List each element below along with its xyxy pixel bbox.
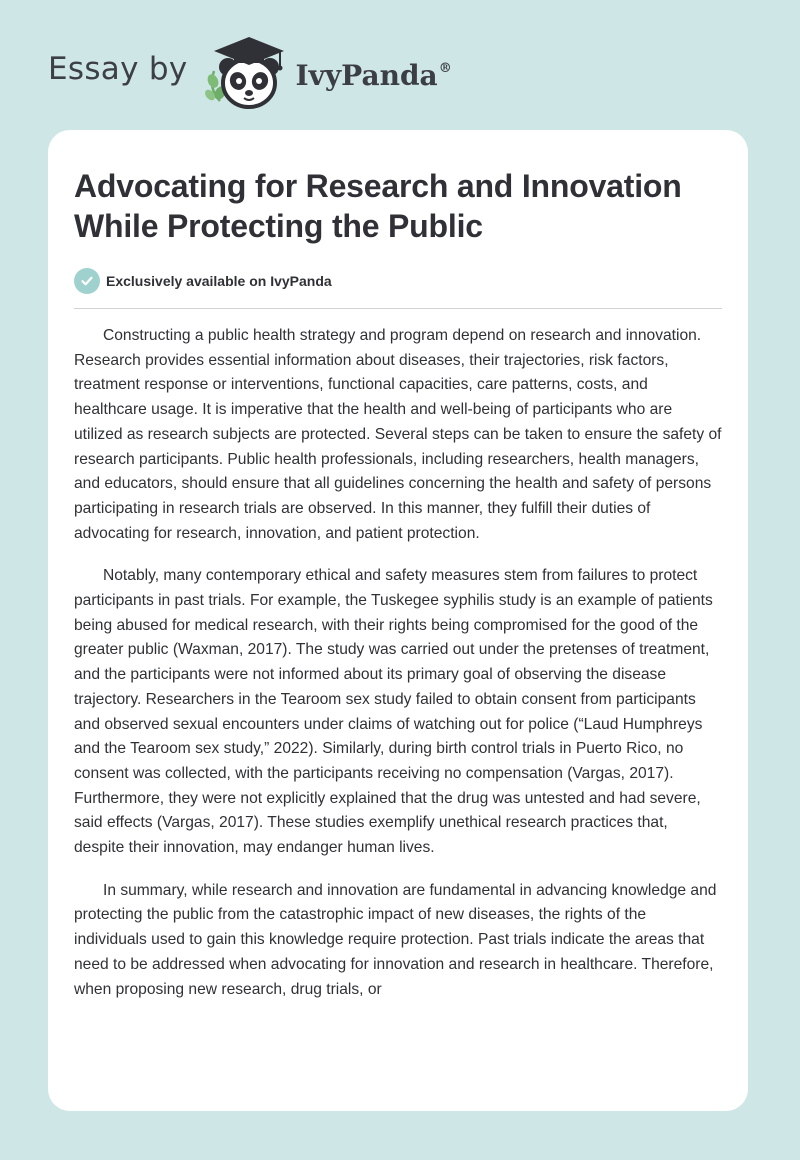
essay-card xyxy=(48,130,748,1111)
essay-paragraph: Constructing a public health strategy and program depend on research and innovation. Research provides essential information about diseases, their trajectories, risk factors, treatment response or interventions, functional capacities, care patterns, costs, and healthcare usage. It is imperative that the health and well-being of participants who are utilized as research subjects are protected. Several steps can be taken to ensure the safety of research participants. Public health professionals, including researchers, health managers, and educators, should ensure that all guidelines concerning the health and safety of persons participating in research trials are observed. In this manner, they fulfill their duties of advocating for research, innovation, and patient protection. xyxy=(74,327,722,542)
brand-text: IvyPanda xyxy=(295,58,438,92)
check-icon xyxy=(74,268,100,294)
brand-name[interactable] xyxy=(296,59,452,92)
exclusive-badge-text: Exclusively available on IvyPanda xyxy=(106,273,332,289)
essay-title: Advocating for Research and Innovation While Protecting the Public xyxy=(74,168,682,244)
essay-paragraph: Notably, many contemporary ethical and safety measures stem from failures to protect participants in past trials. For example, the Tuskegee syphilis study is an example of patients being abused for medical research, with their rights being compromised for the good of the greater public (Waxman, 2017). The study was carried out under the pretenses of treatment, and the participants were not informed about its primary goal of observing the disease trajectory. Researchers in the Tearoom sex study failed to obtain consent from participants and observed sexual encounters under claims of watching out for police (“Laud Humphreys and the Tearoom sex study,” 2022). Similarly, during birth control trials in Puerto Rico, no consent was collected, with the participants receiving no compensation (Vargas, 2017). Furthermore, they were not explicitly explained that the drug was untested and had severe, said effects (Vargas, 2017). These studies exemplify unethical research practices that, despite their innovation, may endanger human lives. xyxy=(74,567,713,857)
registered-mark: ® xyxy=(438,60,452,76)
essay-paragraph: In summary, while research and innovation are fundamental in advancing knowledge and protecting the public from the catastrophic impact of new diseases, the rights of the individuals used to gain this knowledge require protection. Past trials indicate the areas that need to be addressed when advocating for innovation and research in healthcare. Therefore, when proposing new research, drug trials, or xyxy=(74,881,717,998)
essay-by-label: Essay by xyxy=(48,51,188,87)
exclusive-badge xyxy=(74,268,722,309)
essay-body xyxy=(74,324,722,1002)
panda-graduate-icon[interactable] xyxy=(204,31,294,115)
site-header xyxy=(48,28,452,118)
